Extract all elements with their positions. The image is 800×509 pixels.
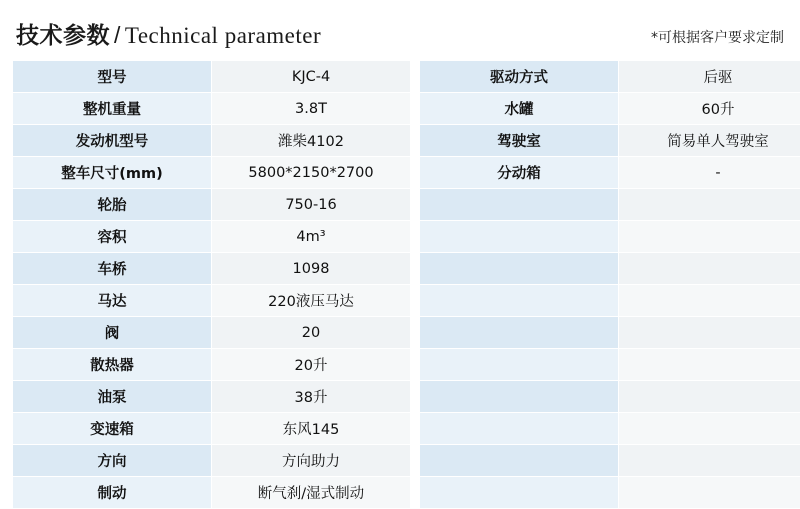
table-row (13, 61, 411, 93)
spec-value: 东风145 (212, 413, 411, 445)
spec-value-empty (619, 445, 800, 477)
page-title-separator: / (114, 22, 121, 48)
table-row (13, 93, 411, 125)
spec-label: 发动机型号 (13, 125, 212, 157)
spec-label: 型号 (13, 61, 212, 93)
spec-label: 阀 (13, 317, 212, 349)
spec-value: 1098 (212, 253, 411, 285)
spec-value: 断气刹/湿式制动 (212, 477, 411, 509)
spec-value: 简易单人驾驶室 (619, 125, 800, 157)
spec-label-empty (420, 221, 619, 253)
spec-value-empty (619, 413, 800, 445)
page-header (12, 10, 788, 50)
spec-label-empty (420, 317, 619, 349)
spec-tables (12, 60, 788, 509)
spec-label: 变速箱 (13, 413, 212, 445)
spec-value-empty (619, 477, 800, 509)
table-row (420, 253, 800, 285)
spec-value: 20升 (212, 349, 411, 381)
spec-value-empty (619, 381, 800, 413)
table-row (420, 381, 800, 413)
page-title-cn: 技术参数 (16, 23, 110, 49)
spec-label: 马达 (13, 285, 212, 317)
spec-value: 20 (212, 317, 411, 349)
spec-label: 方向 (13, 445, 212, 477)
table-row (420, 317, 800, 349)
spec-label-empty (420, 349, 619, 381)
spec-label: 分动箱 (420, 157, 619, 189)
spec-label: 轮胎 (13, 189, 212, 221)
table-row (13, 253, 411, 285)
spec-label-empty (420, 189, 619, 221)
spec-table-right-body (420, 61, 800, 509)
spec-label: 驱动方式 (420, 61, 619, 93)
table-row (13, 381, 411, 413)
spec-value: 5800*2150*2700 (212, 157, 411, 189)
table-row (420, 189, 800, 221)
table-row (420, 477, 800, 509)
page-title-en: Technical parameter (125, 23, 321, 48)
table-row (13, 477, 411, 509)
table-row (420, 93, 800, 125)
page-title (16, 17, 321, 50)
table-row (420, 61, 800, 93)
table-row (420, 413, 800, 445)
table-row (420, 349, 800, 381)
table-row (420, 125, 800, 157)
spec-label: 整机重量 (13, 93, 212, 125)
table-row (13, 445, 411, 477)
table-row (13, 189, 411, 221)
spec-value: KJC-4 (212, 61, 411, 93)
spec-label: 油泵 (13, 381, 212, 413)
spec-label: 容积 (13, 221, 212, 253)
spec-value: 潍柴4102 (212, 125, 411, 157)
spec-label: 车桥 (13, 253, 212, 285)
spec-value: 38升 (212, 381, 411, 413)
spec-table-left-body (13, 61, 411, 509)
spec-table-left (12, 60, 411, 509)
spec-label-empty (420, 253, 619, 285)
spec-value: 方向助力 (212, 445, 411, 477)
spec-label-empty (420, 285, 619, 317)
table-row (420, 285, 800, 317)
table-row (13, 285, 411, 317)
spec-value-empty (619, 221, 800, 253)
spec-value-empty (619, 253, 800, 285)
table-row (13, 349, 411, 381)
spec-label: 驾驶室 (420, 125, 619, 157)
spec-table-right (419, 60, 800, 509)
customization-note: *可根据客户要求定制 (651, 27, 784, 50)
spec-value: 4m³ (212, 221, 411, 253)
spec-value: 750-16 (212, 189, 411, 221)
table-row (13, 317, 411, 349)
spec-value: 220液压马达 (212, 285, 411, 317)
table-row (420, 157, 800, 189)
spec-label: 水罐 (420, 93, 619, 125)
spec-value-empty (619, 349, 800, 381)
spec-label-empty (420, 477, 619, 509)
table-row (13, 413, 411, 445)
table-row (420, 445, 800, 477)
spec-value: - (619, 157, 800, 189)
table-row (13, 125, 411, 157)
spec-value-empty (619, 317, 800, 349)
spec-label: 整车尺寸(mm) (13, 157, 212, 189)
spec-value: 60升 (619, 93, 800, 125)
spec-label-empty (420, 413, 619, 445)
table-row (13, 221, 411, 253)
spec-value: 3.8T (212, 93, 411, 125)
spec-label-empty (420, 445, 619, 477)
spec-value-empty (619, 189, 800, 221)
spec-value-empty (619, 285, 800, 317)
table-row (13, 157, 411, 189)
table-row (420, 221, 800, 253)
spec-value: 后驱 (619, 61, 800, 93)
spec-label-empty (420, 381, 619, 413)
spec-label: 制动 (13, 477, 212, 509)
spec-label: 散热器 (13, 349, 212, 381)
